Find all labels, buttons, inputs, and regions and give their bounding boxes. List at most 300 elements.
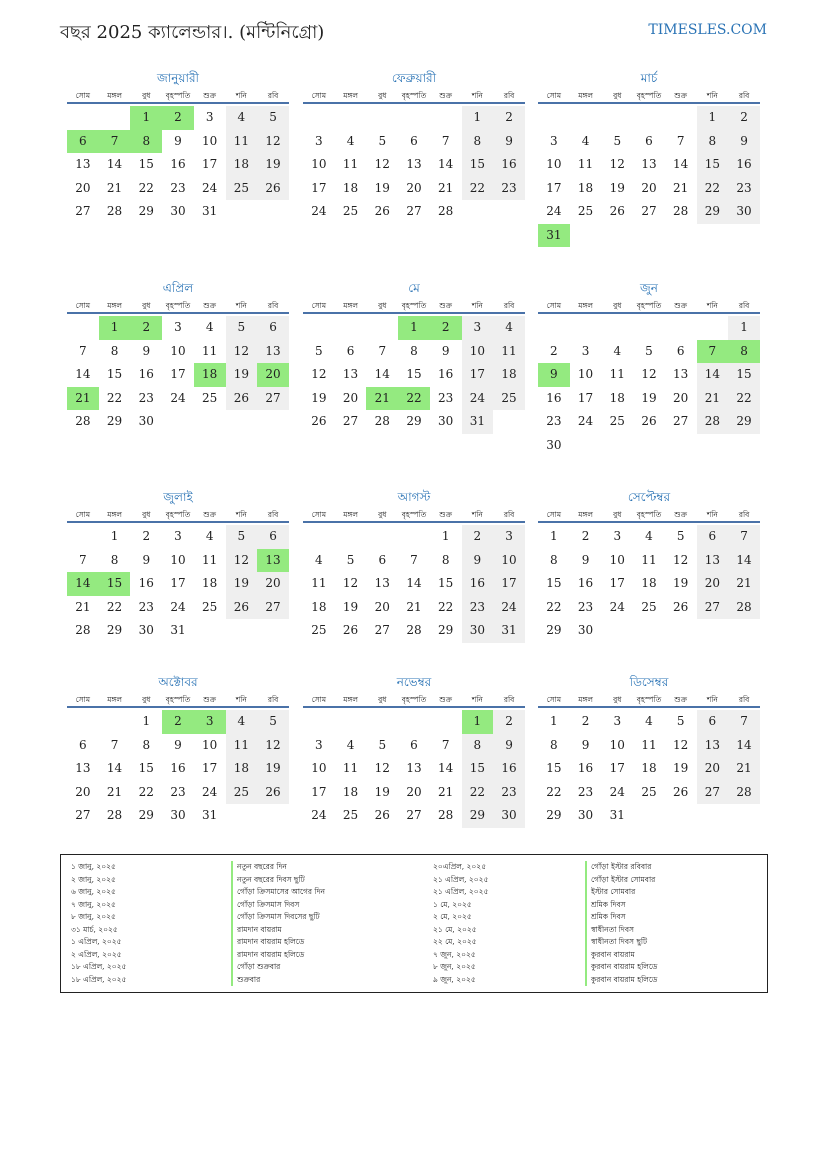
day-cell: 20	[374, 599, 390, 614]
month-name: অক্টোবর	[158, 675, 198, 689]
empty-cell	[335, 106, 367, 130]
weekday-label: শুক্র	[439, 301, 453, 310]
month-calendar	[303, 489, 525, 643]
day-cell: 3	[315, 737, 323, 752]
day-cell: 26	[673, 599, 689, 614]
day-cell: 12	[673, 737, 689, 752]
weekend-day-cell: 22	[697, 177, 729, 201]
day-cell: 23	[170, 784, 186, 799]
month-calendar	[538, 70, 760, 247]
weekend-day-cell: 25	[226, 177, 258, 201]
day-cell: 24	[577, 414, 594, 428]
month-name: ফেব্রুয়ারী	[391, 71, 437, 85]
day-cell: 26	[374, 204, 390, 218]
empty-cell	[633, 106, 665, 130]
day-cell: 5	[676, 714, 685, 728]
empty-cell	[303, 106, 335, 130]
day-cell: 9	[174, 133, 182, 148]
month-name: জানুয়ারী	[157, 71, 199, 85]
weekday-label: শনি	[235, 510, 247, 519]
weekday-label: শনি	[471, 301, 483, 310]
legend-date: ১৮ এপ্রিল, ২০২৫	[71, 962, 127, 971]
day-cell: 4	[315, 552, 323, 567]
holiday-day-cell: 13	[257, 549, 289, 573]
holiday-day-cell: 21	[67, 387, 99, 411]
weekend-day-cell: 10	[493, 549, 525, 573]
day-cell: 30	[438, 414, 454, 428]
day-cell: 6	[676, 343, 685, 358]
legend-holiday-name: নতুন বছরের দিন	[231, 861, 325, 874]
day-cell: 27	[406, 808, 422, 822]
empty-cell	[697, 316, 729, 340]
day-cell: 25	[342, 808, 359, 822]
weekday-label: শনি	[235, 301, 247, 310]
day-cell: 30	[138, 414, 154, 428]
weekend-day-cell: 7	[728, 710, 760, 734]
legend-date: ২ এপ্রিল, ২০২৫	[71, 949, 122, 959]
weekday-label: বৃহস্পতি	[636, 695, 662, 704]
day-cell: 1	[110, 529, 119, 543]
weekend-day-cell: 5	[257, 710, 289, 734]
weekday-label: মঙ্গল	[107, 695, 122, 704]
day-cell: 2	[581, 714, 590, 728]
day-cell: 8	[110, 552, 119, 567]
day-cell: 30	[546, 437, 562, 452]
weekend-day-cell: 3	[493, 525, 525, 549]
day-cell: 20	[641, 180, 657, 195]
month-name: মে	[408, 281, 420, 295]
day-cell: 11	[641, 552, 657, 567]
day-cell: 27	[75, 808, 91, 822]
day-cell: 27	[374, 623, 390, 637]
day-cell: 15	[138, 761, 154, 775]
day-grid	[538, 525, 760, 643]
day-cell: 9	[441, 343, 450, 358]
day-cell: 29	[106, 414, 123, 428]
day-cell: 30	[138, 623, 154, 637]
day-cell: 8	[110, 343, 119, 358]
legend-date: ২ জানু, ২০২৫	[71, 874, 116, 884]
day-cell: 2	[142, 529, 151, 543]
holiday-day-cell: 22	[398, 387, 430, 411]
legend-holiday-name: শ্রমিক দিবস	[585, 899, 657, 912]
weekend-day-cell: 21	[728, 757, 760, 781]
day-cell: 16	[170, 157, 186, 171]
month-name: ডিসেম্বর	[629, 675, 669, 689]
legend-date: ২১ এপ্রিল, ২০২৫	[433, 874, 489, 884]
weekend-day-cell: 21	[697, 387, 729, 411]
month-calendar	[303, 70, 525, 224]
weekend-day-cell: 16	[462, 572, 494, 596]
month-calendar	[538, 280, 760, 457]
day-cell: 11	[641, 737, 657, 752]
day-cell: 20	[342, 390, 359, 405]
day-cell: 29	[438, 623, 454, 637]
weekend-day-cell: 5	[226, 525, 258, 549]
weekend-day-cell: 15	[462, 757, 494, 781]
day-cell: 28	[106, 204, 123, 218]
day-cell: 22	[106, 390, 123, 405]
day-cell: 5	[346, 552, 355, 567]
day-cell: 10	[170, 343, 186, 358]
day-cell: 20	[75, 784, 91, 799]
legend-holiday-name: গোঁড়া ক্রিসমাস দিবস	[231, 899, 325, 912]
day-cell: 21	[106, 784, 123, 799]
empty-cell	[398, 106, 430, 130]
weekday-label: রবি	[738, 91, 750, 100]
day-cell: 28	[438, 808, 454, 822]
legend-names-left	[231, 861, 325, 986]
day-cell: 31	[609, 808, 625, 822]
empty-cell	[633, 316, 665, 340]
empty-cell	[601, 316, 633, 340]
day-cell: 17	[202, 761, 218, 775]
weekend-day-cell: 18	[226, 153, 258, 177]
weekday-label: শনি	[706, 301, 718, 310]
day-cell: 15	[546, 761, 562, 775]
day-cell: 16	[138, 367, 154, 381]
weekday-header	[67, 87, 289, 104]
weekday-label: বুধ	[142, 510, 151, 519]
weekday-label: শুক্র	[203, 91, 217, 100]
day-cell: 15	[138, 157, 154, 171]
day-cell: 19	[609, 180, 625, 195]
day-cell: 5	[613, 133, 622, 148]
empty-cell	[538, 106, 570, 130]
day-cell: 13	[374, 576, 390, 590]
day-cell: 26	[342, 623, 359, 637]
day-cell: 27	[406, 204, 422, 218]
weekend-day-cell: 14	[728, 549, 760, 573]
legend-holiday-name: স্বাধীনতা দিবস ছুটি	[585, 936, 657, 949]
legend-holiday-name: ইস্টার সোমবার	[585, 886, 657, 899]
day-grid	[303, 710, 525, 828]
holiday-day-cell: 1	[398, 316, 430, 340]
day-cell: 11	[202, 343, 218, 358]
holiday-day-cell: 2	[430, 316, 462, 340]
weekend-day-cell: 20	[257, 572, 289, 596]
weekend-day-cell: 25	[226, 781, 258, 805]
weekday-label: রবি	[503, 695, 515, 704]
weekend-day-cell: 6	[697, 710, 729, 734]
day-cell: 17	[546, 180, 562, 195]
weekday-label: শুক্র	[674, 695, 688, 704]
day-cell: 10	[311, 157, 327, 171]
weekday-label: রবি	[267, 91, 279, 100]
legend-holiday-name: রামদান বায়রাম	[231, 924, 325, 937]
holiday-day-cell: 3	[194, 710, 226, 734]
day-cell: 27	[75, 204, 91, 218]
holiday-day-cell: 20	[257, 363, 289, 387]
day-cell: 30	[170, 808, 186, 822]
holiday-day-cell: 18	[194, 363, 226, 387]
weekday-label: মঙ্গল	[578, 301, 593, 310]
weekend-day-cell: 16	[493, 757, 525, 781]
weekend-day-cell: 20	[697, 757, 729, 781]
weekday-label: শুক্র	[203, 301, 217, 310]
day-cell: 17	[577, 390, 594, 405]
day-cell: 9	[142, 552, 151, 567]
day-cell: 21	[406, 599, 422, 614]
holiday-day-cell: 8	[130, 130, 162, 154]
month-name: জুলাই	[163, 490, 193, 504]
weekend-day-cell: 23	[462, 596, 494, 620]
day-cell: 24	[202, 784, 218, 799]
weekday-label: শুক্র	[203, 695, 217, 704]
day-cell: 21	[438, 180, 454, 195]
legend-date: ৯ জুন, ২০২৫	[433, 974, 476, 984]
day-cell: 1	[550, 529, 558, 543]
legend-holiday-name: নতুন বছরের দিবস ছুটি	[231, 874, 325, 887]
weekday-label: বৃহস্পতি	[636, 301, 662, 310]
day-cell: 3	[550, 133, 558, 148]
day-cell: 19	[673, 576, 689, 590]
weekday-label: বৃহস্পতি	[165, 91, 191, 100]
weekend-day-cell: 14	[728, 734, 760, 758]
weekday-label: শনি	[471, 695, 483, 704]
day-cell: 10	[311, 761, 327, 775]
legend-date: ৬ জানু, ২০২৫	[71, 887, 116, 896]
weekday-label: সোম	[75, 695, 91, 704]
day-cell: 6	[378, 552, 387, 567]
day-cell: 29	[138, 808, 154, 822]
weekday-label: বৃহস্পতি	[401, 695, 427, 704]
legend-date: ১ মে, ২০২৫	[433, 899, 472, 909]
day-cell: 11	[609, 367, 625, 381]
legend-date: ২ মে, ২০২৫	[433, 912, 472, 921]
weekday-label: সোম	[546, 301, 562, 310]
legend-date: ২০এপ্রিল, ২০২৫	[433, 862, 487, 871]
day-cell: 1	[441, 529, 450, 543]
day-cell: 4	[205, 529, 214, 543]
weekday-label: বুধ	[142, 301, 151, 310]
weekend-day-cell: 29	[728, 410, 760, 434]
weekend-day-cell: 13	[697, 549, 729, 573]
day-grid	[67, 106, 289, 224]
month-name: সেপ্টেম্বর	[627, 490, 671, 504]
empty-cell	[601, 106, 633, 130]
weekend-day-cell: 7	[728, 525, 760, 549]
site-link[interactable]: TIMESLES.COM	[648, 22, 767, 38]
weekend-day-cell: 17	[462, 363, 494, 387]
legend-date: ৭ জানু, ২০২৫	[71, 899, 116, 909]
day-cell: 3	[205, 110, 214, 124]
weekend-day-cell: 9	[493, 734, 525, 758]
day-cell: 25	[311, 623, 327, 637]
day-cell: 24	[311, 808, 327, 822]
day-cell: 10	[577, 367, 594, 381]
day-cell: 4	[346, 133, 355, 148]
weekend-day-cell: 19	[257, 757, 289, 781]
day-grid	[538, 106, 760, 247]
day-cell: 25	[641, 784, 657, 799]
day-cell: 31	[170, 623, 186, 637]
day-cell: 3	[174, 320, 182, 334]
weekday-label: বুধ	[378, 510, 387, 519]
weekday-label: বুধ	[142, 695, 151, 704]
page-title: বছর 2025 ক্যালেন্ডার।. (মন্টিনিগ্রো)	[60, 22, 325, 43]
month-calendar	[303, 280, 525, 434]
legend-holiday-name: গোঁড়া ক্রিসমাস দিবসের ছুটি	[231, 911, 325, 924]
day-cell: 30	[170, 204, 186, 218]
day-cell: 15	[438, 576, 454, 590]
weekday-label: বৃহস্পতি	[165, 510, 191, 519]
weekend-day-cell: 12	[226, 549, 258, 573]
weekday-header	[67, 691, 289, 708]
day-cell: 8	[410, 343, 418, 358]
month-name: মার্চ	[640, 71, 658, 85]
day-cell: 13	[75, 761, 91, 775]
holiday-day-cell: 7	[99, 130, 131, 154]
day-cell: 5	[315, 343, 323, 358]
day-cell: 19	[311, 390, 327, 405]
empty-cell	[67, 316, 99, 340]
weekend-day-cell: 31	[493, 619, 525, 643]
weekend-day-cell: 14	[697, 363, 729, 387]
day-cell: 5	[378, 737, 387, 752]
weekday-label: বুধ	[613, 695, 622, 704]
empty-cell	[538, 316, 570, 340]
weekend-day-cell: 23	[493, 177, 525, 201]
legend-date: ১ জানু, ২০২৫	[71, 862, 116, 871]
weekend-day-cell: 12	[257, 130, 289, 154]
weekday-label: সোম	[75, 510, 91, 519]
day-cell: 8	[550, 552, 558, 567]
empty-cell	[430, 106, 462, 130]
day-cell: 2	[550, 343, 558, 358]
day-cell: 16	[138, 576, 154, 590]
day-cell: 16	[546, 390, 562, 405]
weekend-day-cell: 8	[462, 734, 494, 758]
day-cell: 27	[641, 204, 657, 218]
weekday-label: বৃহস্পতি	[636, 510, 662, 519]
legend-date: ৮ জানু, ২০২৫	[71, 912, 116, 921]
weekend-day-cell: 6	[257, 316, 289, 340]
weekday-label: বৃহস্পতি	[165, 695, 191, 704]
legend-holiday-name: শ্রমিক দিবস	[585, 911, 657, 924]
weekday-label: শুক্র	[674, 301, 688, 310]
weekday-label: বুধ	[613, 510, 622, 519]
day-cell: 29	[546, 808, 562, 822]
empty-cell	[366, 106, 398, 130]
day-cell: 21	[75, 599, 91, 614]
day-cell: 11	[577, 157, 594, 171]
weekday-label: সোম	[311, 301, 327, 310]
weekend-day-cell: 2	[728, 106, 760, 130]
day-cell: 18	[609, 390, 625, 405]
weekend-day-cell: 31	[462, 410, 494, 434]
day-cell: 13	[75, 157, 91, 171]
legend-date: ১৮ এপ্রিল, ২০২৫	[71, 974, 127, 984]
day-cell: 12	[374, 157, 390, 171]
weekday-label: শুক্র	[674, 91, 688, 100]
day-cell: 27	[673, 414, 689, 428]
day-grid	[538, 710, 760, 828]
day-cell: 13	[641, 157, 657, 171]
day-cell: 14	[106, 157, 123, 171]
day-cell: 1	[550, 714, 558, 728]
empty-cell	[366, 525, 398, 549]
weekday-label: রবি	[267, 695, 279, 704]
day-cell: 5	[378, 133, 387, 148]
day-cell: 30	[577, 623, 594, 637]
weekday-header	[303, 87, 525, 104]
empty-cell	[398, 525, 430, 549]
weekend-day-cell: 11	[226, 130, 258, 154]
day-grid	[67, 710, 289, 828]
empty-cell	[665, 316, 697, 340]
day-cell: 10	[609, 552, 625, 567]
weekend-day-cell: 6	[697, 525, 729, 549]
legend-holiday-name: গোঁড়া ইস্টার রবিবার	[585, 861, 657, 874]
weekend-day-cell: 25	[493, 387, 525, 411]
day-cell: 8	[550, 737, 558, 752]
day-cell: 24	[202, 180, 218, 195]
weekend-day-cell: 4	[226, 106, 258, 130]
day-cell: 23	[577, 784, 594, 799]
day-cell: 30	[577, 808, 594, 822]
day-cell: 28	[106, 808, 123, 822]
day-cell: 10	[609, 737, 625, 752]
legend-holiday-name: গোঁড়া ক্রিসমাসের আগের দিন	[231, 886, 325, 899]
holiday-day-cell: 15	[99, 572, 131, 596]
day-cell: 20	[406, 784, 422, 799]
day-cell: 12	[609, 157, 625, 171]
day-cell: 17	[311, 180, 327, 195]
weekend-day-cell: 9	[462, 549, 494, 573]
weekday-label: রবি	[503, 91, 515, 100]
weekend-day-cell: 29	[462, 804, 494, 828]
weekday-label: শনি	[706, 695, 718, 704]
day-cell: 7	[79, 343, 87, 358]
weekday-label: শনি	[235, 695, 247, 704]
weekday-label: মঙ্গল	[107, 91, 122, 100]
day-cell: 16	[438, 367, 454, 381]
weekday-label: বুধ	[142, 91, 151, 100]
holiday-day-cell: 1	[130, 106, 162, 130]
day-cell: 15	[406, 367, 422, 381]
weekday-header	[538, 297, 760, 314]
day-cell: 25	[577, 204, 594, 218]
day-cell: 10	[170, 552, 186, 567]
weekday-label: রবি	[503, 510, 515, 519]
weekend-day-cell: 1	[462, 106, 494, 130]
weekend-day-cell: 1	[728, 316, 760, 340]
day-cell: 22	[546, 784, 562, 799]
weekday-label: বৃহস্পতি	[401, 510, 427, 519]
day-cell: 25	[202, 599, 218, 614]
weekend-day-cell: 30	[493, 804, 525, 828]
day-cell: 22	[438, 599, 454, 614]
day-cell: 31	[202, 204, 218, 218]
weekday-label: মঙ্গল	[343, 510, 358, 519]
empty-cell	[99, 106, 131, 130]
day-cell: 8	[142, 737, 151, 752]
day-cell: 18	[342, 180, 359, 195]
day-cell: 16	[577, 761, 594, 775]
weekend-day-cell: 12	[257, 734, 289, 758]
weekend-day-cell: 22	[462, 781, 494, 805]
day-cell: 9	[581, 737, 590, 752]
weekday-label: সোম	[546, 510, 562, 519]
day-cell: 14	[106, 761, 123, 775]
weekend-day-cell: 10	[462, 340, 494, 364]
weekday-label: মঙ্গল	[343, 695, 358, 704]
weekend-day-cell: 2	[493, 106, 525, 130]
weekday-label: রবি	[267, 510, 279, 519]
empty-cell	[303, 710, 335, 734]
weekday-label: রবি	[503, 301, 515, 310]
